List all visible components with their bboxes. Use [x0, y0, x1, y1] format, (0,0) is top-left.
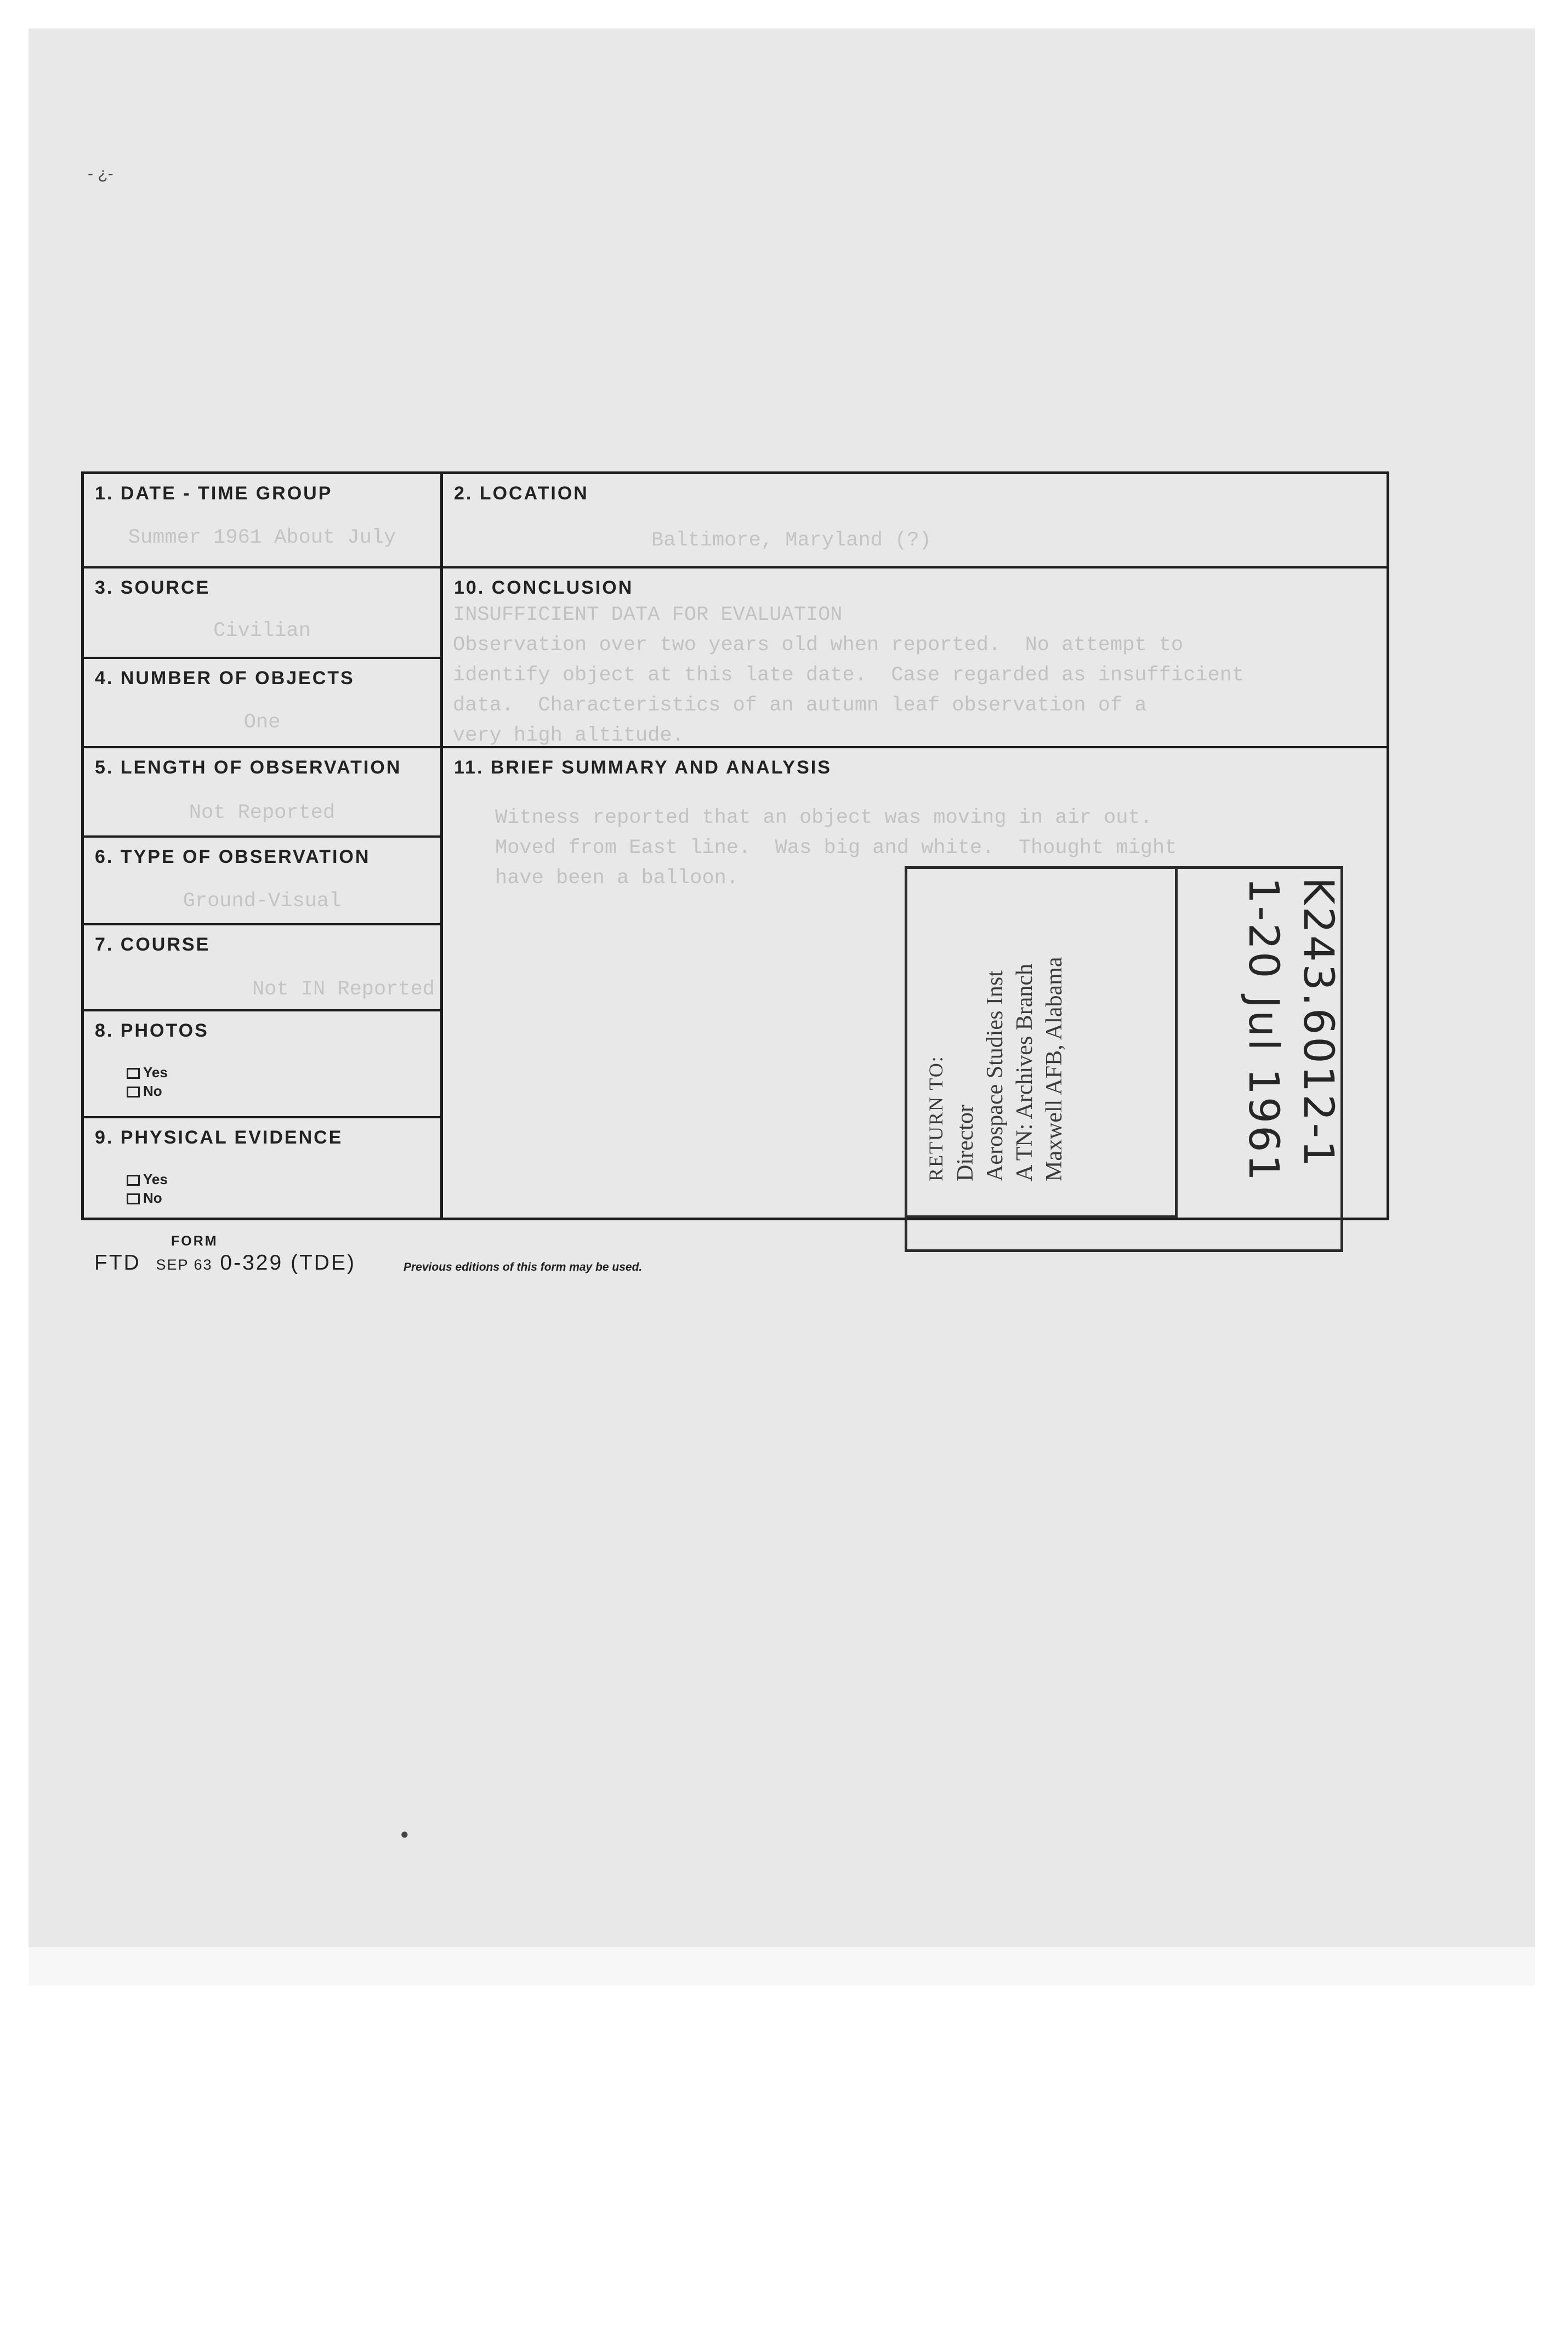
form-date: SEP 63: [156, 1256, 213, 1273]
source-value: Civilian: [213, 619, 311, 642]
field-date-time: [84, 474, 440, 568]
summary-text: Witness reported that an object was moving in air out. Moved from East line. Was big and white. Thought might have been a balloon.: [495, 806, 1177, 890]
field-location: [443, 474, 1387, 568]
form-identifier: [94, 1251, 356, 1275]
field-physical-evidence: [84, 1118, 440, 1222]
number-of-objects-value: One: [243, 711, 281, 734]
previous-editions-note: Previous editions of this form may be used.: [404, 1261, 643, 1273]
page-bottom-band: [29, 1947, 1535, 1986]
field-conclusion: [443, 568, 1387, 748]
location-label: 2. LOCATION: [454, 483, 589, 504]
field-length-of-observation: [84, 748, 440, 838]
physical-evidence-label: 9. PHYSICAL EVIDENCE: [95, 1127, 343, 1148]
photos-yes-checkbox[interactable]: Yes: [127, 1064, 168, 1081]
field-type-of-observation: [84, 838, 440, 925]
address-line-3: A TN: Archives Branch: [1012, 964, 1037, 1181]
type-of-observation-value: Ground-Visual: [183, 890, 342, 913]
date-time-value: Summer 1961 About July: [128, 526, 396, 549]
address-line-1: Director: [953, 1105, 978, 1181]
date-time-label: 1. DATE - TIME GROUP: [95, 483, 333, 504]
photos-no-checkbox[interactable]: No: [127, 1083, 162, 1100]
return-address: [921, 874, 1250, 1181]
number-of-objects-label: 4. NUMBER OF OBJECTS: [95, 668, 355, 689]
ftd-label: FTD: [94, 1251, 141, 1275]
field-number-of-objects: [84, 659, 440, 748]
summary-label: 11. BRIEF SUMMARY AND ANALYSIS: [454, 757, 832, 778]
course-label: 7. COURSE: [95, 934, 211, 955]
photos-label: 8. PHOTOS: [95, 1020, 209, 1041]
physical-evidence-no-checkbox[interactable]: No: [127, 1190, 162, 1207]
address-line-4: Maxwell AFB, Alabama: [1042, 957, 1067, 1181]
conclusion-text: INSUFFICIENT DATA FOR EVALUATION Observation over two years old when reported. No attempt to identify object at this late date. Case regarded as insufficient data. Characteristics of an autumn leaf observation of a very high altitude.: [453, 604, 1245, 747]
course-value: Not IN Reported: [252, 978, 435, 1001]
field-course: [84, 925, 440, 1011]
handwritten-line-1: K243.6012-1: [1294, 877, 1343, 1169]
handwritten-line-2: 1-20 Jul 1961: [1240, 877, 1288, 1183]
address-line-2: Aerospace Studies Inst: [982, 970, 1008, 1181]
length-of-observation-value: Not Reported: [189, 801, 336, 824]
source-label: 3. SOURCE: [95, 577, 211, 598]
return-to-label: RETURN TO:: [925, 1055, 947, 1181]
handwritten-reference: [1214, 877, 1346, 1228]
form-word: FORM: [171, 1233, 218, 1249]
location-value: Baltimore, Maryland (?): [651, 529, 931, 552]
conclusion-label: 10. CONCLUSION: [454, 577, 634, 598]
field-photos: [84, 1011, 440, 1118]
header-marks: - ¿-: [88, 164, 113, 183]
type-of-observation-label: 6. TYPE OF OBSERVATION: [95, 846, 371, 867]
field-source: [84, 568, 440, 659]
physical-evidence-yes-checkbox[interactable]: Yes: [127, 1171, 168, 1188]
length-of-observation-label: 5. LENGTH OF OBSERVATION: [95, 757, 402, 778]
form-number: 0-329 (TDE): [220, 1251, 356, 1275]
stray-mark: ●: [400, 1826, 409, 1842]
